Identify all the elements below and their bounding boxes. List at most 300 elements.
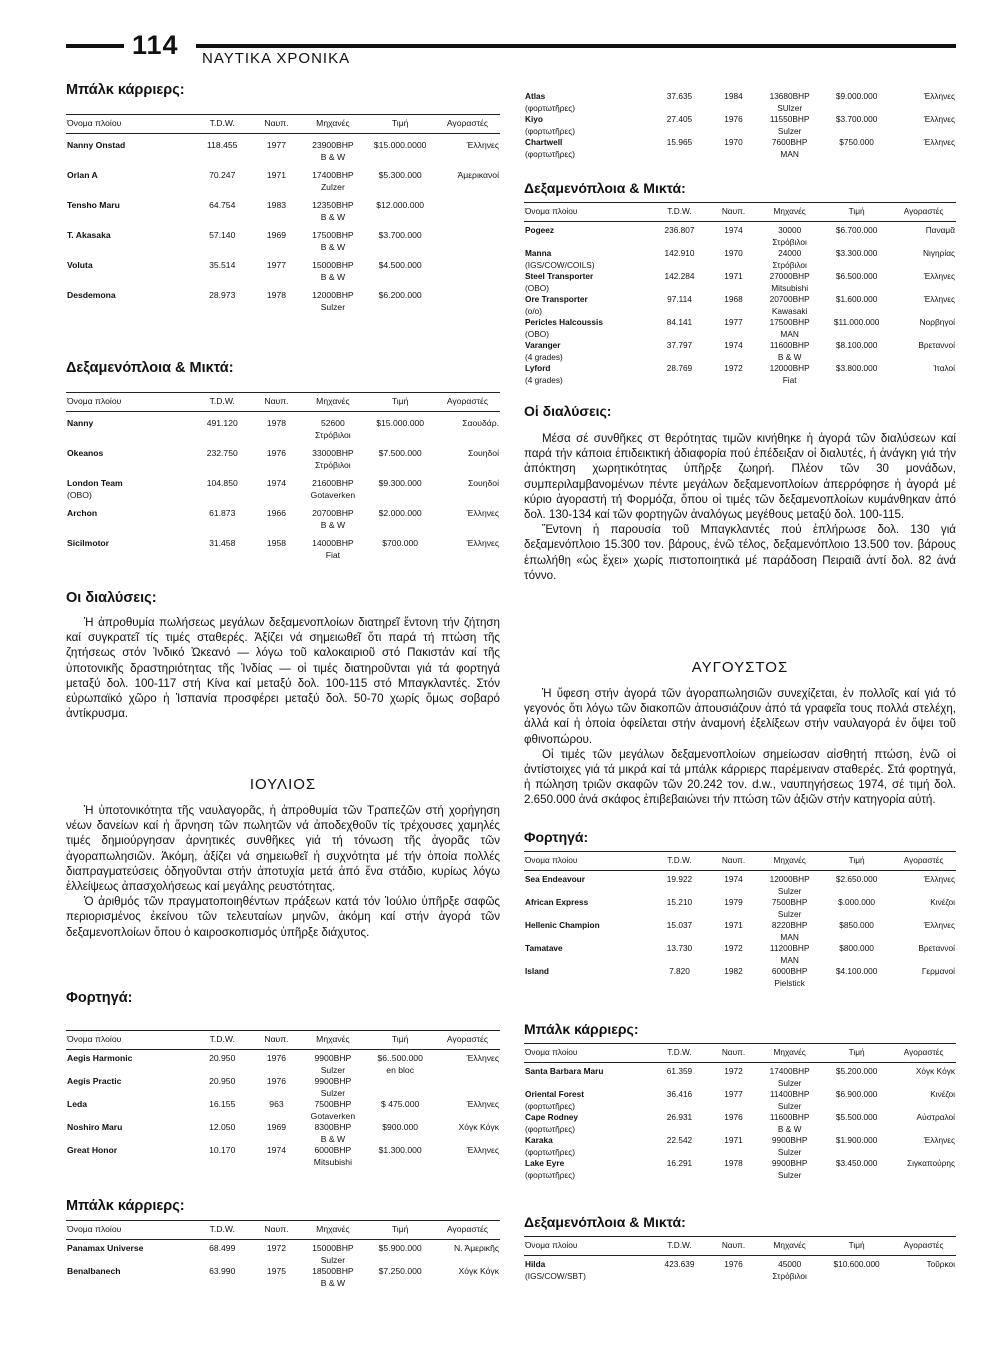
cell-price: $15.000.0000 bbox=[373, 140, 427, 150]
cell-engine: 20700BHP bbox=[769, 294, 810, 304]
sales-table bbox=[524, 1236, 956, 1282]
table-row bbox=[524, 317, 956, 340]
cell-price: $8.100.000 bbox=[835, 340, 878, 350]
cell-sub: (φορτωτῆρες) bbox=[525, 1123, 575, 1134]
column-header: Όνομα πλοίου bbox=[66, 1031, 192, 1050]
cell-engine2: Gotaverken bbox=[310, 1110, 356, 1121]
cell-tdw: 232.750 bbox=[206, 448, 238, 458]
cell-engine: 9900BHP bbox=[771, 1135, 808, 1145]
cell-buyer: Σαουδάρ. bbox=[462, 418, 499, 428]
cell-buyer: Έλληνες bbox=[466, 508, 499, 518]
cell-sub: (OBO) bbox=[67, 489, 92, 500]
cell-buyer: Νορβηγοί bbox=[919, 317, 955, 327]
column-header: Τιμή bbox=[365, 1221, 434, 1240]
cell-buyer: Γερμανοί bbox=[921, 966, 955, 976]
cell-tdw: 84.141 bbox=[666, 317, 693, 327]
cell-price2: en bloc bbox=[386, 1064, 415, 1075]
cell-sub: (OBO) bbox=[525, 282, 549, 293]
column-header: Μηχανές bbox=[757, 852, 822, 871]
cell-year: 1970 bbox=[724, 248, 743, 258]
cell-tdw: 31.458 bbox=[209, 538, 236, 548]
cell-price: $7.500.000 bbox=[378, 448, 422, 458]
cell-price: $6.500.000 bbox=[835, 271, 878, 281]
left-tanker-section bbox=[66, 360, 500, 568]
july-section bbox=[66, 776, 500, 940]
cell-name: Varanger bbox=[525, 340, 561, 350]
cell-year: 1978 bbox=[266, 418, 287, 428]
cell-engine: 9900BHP bbox=[314, 1053, 352, 1063]
table-header-row bbox=[524, 1044, 956, 1063]
cell-engine2: Στρόβιλοι bbox=[772, 1270, 807, 1281]
cell-year: 1975 bbox=[266, 1266, 287, 1276]
column-header: Μηχανές bbox=[757, 203, 822, 222]
section-title: Μπάλκ κάρριερς: bbox=[66, 1198, 185, 1214]
cell-year: 1976 bbox=[266, 1076, 287, 1086]
cell-price: $5.900.000 bbox=[378, 1243, 422, 1253]
cell-year: 1974 bbox=[724, 874, 743, 884]
cell-year: 1966 bbox=[266, 508, 287, 518]
cell-engine2: Sulzer bbox=[320, 1064, 346, 1075]
cell-price: $900.000 bbox=[382, 1122, 419, 1132]
cell-engine2: MAN bbox=[780, 148, 799, 159]
cell-engine: 17500BHP bbox=[312, 230, 354, 240]
column-header: Ναυπ. bbox=[253, 393, 301, 412]
cell-buyer: Έλληνες bbox=[466, 1099, 499, 1109]
table-row bbox=[66, 1122, 500, 1145]
table-header-row bbox=[524, 203, 956, 222]
cell-name: Leda bbox=[67, 1099, 88, 1109]
cell-engine2: B & W bbox=[320, 151, 346, 162]
cell-tdw: 20.950 bbox=[209, 1076, 236, 1086]
cell-buyer: Έλληνες bbox=[466, 1145, 499, 1155]
table-row bbox=[66, 200, 500, 230]
cell-tdw: 27.405 bbox=[666, 114, 693, 124]
cell-price: $750.000 bbox=[839, 137, 874, 147]
cell-engine2: Στρόβιλοι bbox=[315, 429, 351, 440]
cell-name: Sicilmotor bbox=[67, 538, 110, 548]
cell-buyer: Ἰταλοί bbox=[933, 363, 955, 373]
cell-year: 1971 bbox=[266, 170, 287, 180]
cell-engine: 6000BHP bbox=[771, 966, 808, 976]
sales-table-continued bbox=[524, 88, 956, 160]
cell-name: Sea Endeavour bbox=[525, 874, 585, 884]
cell-engine: 11600BHP bbox=[769, 1112, 810, 1122]
cell-name: Chartwell bbox=[525, 137, 563, 147]
table-row bbox=[524, 1135, 956, 1158]
cell-buyer: Έλληνες bbox=[923, 920, 955, 930]
paragraph: Ἡ ὕφεση στήν ἀγορά τῶν ἀγοραπωλησιῶν συνεχίζεται, ἐν πολλοῖς καί γιά τό γεγονός ὅτι λόγω τῶν διακοπῶν ἀπουσιάζουν ἀπό τά γραφεῖα τους πολλά στελέχη, ἀλλά καί ἡ ὁποία ὀφείλεται στήν ἀναμονή ἐξελίξεων στήν ναυλαγορά ἐν ὄψει τοῦ φθινοπώρου. bbox=[524, 687, 956, 746]
right-cargo-section bbox=[524, 829, 956, 989]
cell-sub: (o/o) bbox=[525, 305, 543, 316]
cell-engine: 17400BHP bbox=[312, 170, 354, 180]
cell-tdw: 15.965 bbox=[666, 137, 693, 147]
cell-engine: 11600BHP bbox=[769, 340, 810, 350]
cell-name: Okeanos bbox=[67, 448, 104, 458]
cell-price: $6.900.000 bbox=[835, 1089, 878, 1099]
table-row bbox=[66, 538, 500, 568]
cell-price: $4.100.000 bbox=[835, 966, 878, 976]
cell-engine: 7500BHP bbox=[771, 897, 808, 907]
cell-name: Nanny Onstad bbox=[67, 140, 126, 150]
cell-buyer: Έλληνες bbox=[923, 114, 955, 124]
cell-price: $12.000.000 bbox=[376, 200, 425, 210]
column-header: Αγοραστές bbox=[435, 1221, 500, 1240]
cell-price: $3.450.000 bbox=[835, 1158, 878, 1168]
cell-tdw: 15.210 bbox=[666, 897, 693, 907]
cell-price: $9.300.000 bbox=[378, 478, 422, 488]
magazine-title: ΝΑΥΤΙΚΑ ΧΡΟΝΙΚΑ bbox=[202, 50, 351, 67]
cell-year: 1971 bbox=[724, 271, 743, 281]
table-row bbox=[66, 260, 500, 290]
cell-engine: 7500BHP bbox=[314, 1099, 352, 1109]
column-header: Μηχανές bbox=[300, 1031, 365, 1050]
table-row bbox=[524, 943, 956, 966]
column-header: Αγοραστές bbox=[891, 852, 956, 871]
cell-engine2: Kawasaki bbox=[771, 305, 808, 316]
cell-buyer: Έλληνες bbox=[923, 271, 955, 281]
cell-engine: 12000BHP bbox=[769, 874, 810, 884]
cell-year: 1974 bbox=[266, 1145, 287, 1155]
cell-year: 1974 bbox=[724, 340, 743, 350]
month-heading: ΙΟΥΛΙΟΣ bbox=[249, 776, 317, 793]
cell-year: 1971 bbox=[724, 1135, 743, 1145]
cell-engine2: B & W bbox=[320, 211, 346, 222]
cell-price: $1.900.000 bbox=[835, 1135, 878, 1145]
cell-year: 1972 bbox=[266, 1243, 287, 1253]
column-header: Αγοραστές bbox=[891, 1237, 956, 1256]
cell-buyer: Έλληνες bbox=[466, 140, 499, 150]
table-row bbox=[66, 448, 500, 478]
cell-buyer: Έλληνες bbox=[923, 874, 955, 884]
page-number: 114 bbox=[132, 30, 179, 60]
cell-buyer: Σουηδοί bbox=[467, 478, 499, 488]
cell-price: $10.600.000 bbox=[833, 1259, 880, 1269]
table-row bbox=[66, 1240, 500, 1267]
section-title: Οἱ διαλύσεις: bbox=[524, 403, 612, 419]
table-row bbox=[66, 170, 500, 200]
cell-price: $1.300.000 bbox=[378, 1145, 422, 1155]
column-header: Μηχανές bbox=[300, 115, 365, 134]
cell-engine2: MAN bbox=[780, 328, 799, 339]
cell-tdw: 68.499 bbox=[209, 1243, 236, 1253]
column-header: Τιμή bbox=[365, 115, 434, 134]
cell-price: $ 475.000 bbox=[381, 1099, 420, 1109]
column-header: Τιμή bbox=[822, 852, 891, 871]
table-row bbox=[524, 363, 956, 386]
cell-name: Great Honor bbox=[67, 1145, 118, 1155]
sales-table bbox=[66, 1220, 500, 1289]
cell-price: $6.200.000 bbox=[378, 290, 422, 300]
cell-year: 1977 bbox=[724, 1089, 743, 1099]
table-row bbox=[524, 114, 956, 137]
cell-name: Manna bbox=[525, 248, 552, 258]
cell-engine2: Sulzer bbox=[777, 1146, 802, 1157]
cell-tdw: 35.514 bbox=[209, 260, 236, 270]
table-row bbox=[524, 271, 956, 294]
column-header: Τιμή bbox=[365, 1031, 434, 1050]
cell-engine: 12000BHP bbox=[769, 363, 810, 373]
cell-year: 1976 bbox=[724, 1259, 743, 1269]
left-cargo-section bbox=[66, 990, 500, 1168]
cell-engine: 9900BHP bbox=[314, 1076, 352, 1086]
column-header: Όνομα πλοίου bbox=[66, 1221, 192, 1240]
table-row bbox=[524, 294, 956, 317]
cell-tdw: 423.639 bbox=[664, 1259, 695, 1269]
cell-year: 1976 bbox=[266, 1053, 287, 1063]
cell-engine2: SUlzer bbox=[777, 102, 803, 113]
cell-name: Cape Rodney bbox=[525, 1112, 579, 1122]
column-header: Τιμή bbox=[822, 1044, 891, 1063]
column-header: T.D.W. bbox=[649, 1044, 709, 1063]
left-bulk-section bbox=[66, 82, 500, 320]
cell-year: 1976 bbox=[266, 448, 287, 458]
cell-tdw: 37.797 bbox=[666, 340, 693, 350]
paragraph: Ὁ ἀριθμός τῶν πραγματοποιηθέντων πράξεων κατά τόν Ἰούλιο ὑπῆρξε σαφῶς περιορισμένος ἐκείνου τῶν τελευταίων μηνῶν, ἀκόμη καί στήν ἀγορά τῶν δεξαμενοπλοίων ὅπου ὁ καιροσκοπισμός ὑπῆρξε διάχυτος. bbox=[66, 895, 500, 939]
scrap-text bbox=[524, 431, 956, 583]
table-header-row bbox=[66, 115, 500, 134]
cell-year: 1984 bbox=[724, 91, 743, 101]
section-title: Φορτηγά: bbox=[66, 990, 133, 1006]
cell-buyer: Έλληνες bbox=[923, 91, 955, 101]
cell-engine2: B & W bbox=[777, 351, 802, 362]
cell-year: 1970 bbox=[724, 137, 743, 147]
cell-tdw: 104.850 bbox=[206, 478, 238, 488]
cell-engine2: Mitsubishi bbox=[313, 1156, 352, 1167]
cell-year: 1976 bbox=[724, 1112, 743, 1122]
sales-table bbox=[524, 1043, 956, 1181]
table-row bbox=[66, 230, 500, 260]
cell-engine: 52600 bbox=[320, 418, 345, 428]
cell-engine2: Sulzer bbox=[320, 301, 346, 312]
cell-buyer: Αὐστραλοί bbox=[916, 1112, 955, 1122]
table-row bbox=[524, 340, 956, 363]
cell-year: 1974 bbox=[266, 478, 287, 488]
cell-price: $7.250.000 bbox=[378, 1266, 422, 1276]
cell-engine: 11200BHP bbox=[769, 943, 810, 953]
cell-engine: 12350BHP bbox=[312, 200, 354, 210]
cell-engine2: B & W bbox=[320, 271, 346, 282]
column-header: T.D.W. bbox=[649, 203, 709, 222]
right-tanker-section bbox=[524, 180, 956, 386]
sales-table bbox=[66, 114, 500, 320]
cell-engine2: Gotaverken bbox=[310, 489, 356, 500]
cell-buyer: Έλληνες bbox=[923, 294, 955, 304]
column-header: Αγοραστές bbox=[435, 1031, 500, 1050]
cell-year: 1978 bbox=[266, 290, 287, 300]
cell-engine2: MAN bbox=[780, 931, 799, 942]
cell-name: Pogeez bbox=[525, 225, 555, 235]
cell-tdw: 97.114 bbox=[667, 294, 692, 304]
cell-tdw: 20.950 bbox=[209, 1053, 236, 1063]
cell-tdw: 118.455 bbox=[207, 140, 238, 150]
cell-price: $6..500.000 bbox=[377, 1053, 423, 1063]
cell-name: Kiyo bbox=[525, 114, 543, 124]
table-header-row bbox=[66, 1031, 500, 1050]
cell-tdw: 16.291 bbox=[666, 1158, 693, 1168]
table-row bbox=[524, 871, 956, 898]
table-row bbox=[524, 1256, 956, 1283]
cell-year: 963 bbox=[269, 1099, 284, 1109]
cell-name: African Express bbox=[525, 897, 589, 907]
table-row bbox=[524, 920, 956, 943]
column-header: Τιμή bbox=[365, 393, 434, 412]
cell-name: Voluta bbox=[67, 260, 93, 270]
cell-year: 1958 bbox=[266, 538, 287, 548]
cell-engine2: Sulzer bbox=[777, 885, 802, 896]
table-row bbox=[66, 1076, 500, 1099]
cell-engine: 17400BHP bbox=[769, 1066, 810, 1076]
cell-engine: 14000BHP bbox=[312, 538, 354, 548]
column-header: Όνομα πλοίου bbox=[524, 203, 649, 222]
cell-engine2: Στρόβιλοι bbox=[772, 259, 807, 270]
cell-engine2: Sulzer bbox=[320, 1254, 346, 1265]
table-row bbox=[66, 1266, 500, 1289]
cell-buyer: Ν. Άμερικῆς bbox=[453, 1243, 499, 1253]
cell-name: Benalbanech bbox=[67, 1266, 121, 1276]
cell-tdw: 28.769 bbox=[666, 363, 693, 373]
column-header: Ναυπ. bbox=[253, 1221, 301, 1240]
cell-name: Lake Eyre bbox=[525, 1158, 565, 1168]
cell-engine2: Pielstick bbox=[774, 977, 805, 988]
cell-tdw: 13.730 bbox=[666, 943, 693, 953]
cell-engine: 45000 bbox=[778, 1259, 802, 1269]
cell-price: $5.500.000 bbox=[835, 1112, 878, 1122]
sales-table bbox=[66, 1030, 500, 1168]
column-header: Μηχανές bbox=[757, 1044, 822, 1063]
cell-year: 1979 bbox=[724, 897, 743, 907]
cell-engine: 18500BHP bbox=[312, 1266, 354, 1276]
column-header: Τιμή bbox=[822, 203, 891, 222]
cell-year: 1972 bbox=[724, 943, 743, 953]
right-tanker2-section bbox=[524, 1214, 956, 1282]
sales-table bbox=[524, 202, 956, 386]
cell-name: Santa Barbara Maru bbox=[525, 1066, 604, 1076]
cell-engine: 21600BHP bbox=[312, 478, 354, 488]
cell-engine2: Mitsubishi bbox=[771, 282, 809, 293]
cell-sub: (4 grades) bbox=[525, 374, 563, 385]
cell-year: 1972 bbox=[724, 1066, 743, 1076]
column-header: Μηχανές bbox=[300, 1221, 365, 1240]
section-title: Δεξαμενόπλοια & Μικτά: bbox=[524, 1214, 686, 1230]
august-text bbox=[524, 686, 956, 808]
cell-tdw: 236.807 bbox=[664, 225, 695, 235]
cell-name: Tamatave bbox=[525, 943, 563, 953]
column-header: Αγοραστές bbox=[891, 203, 956, 222]
column-header: Ναυπ. bbox=[710, 1044, 758, 1063]
cell-name: Panamax Universe bbox=[67, 1243, 144, 1253]
cell-engine: 15000BHP bbox=[312, 260, 354, 270]
cell-sub: (φορτωτῆρες) bbox=[525, 148, 575, 159]
cell-engine: 7600BHP bbox=[771, 137, 808, 147]
column-header: Ναυπ. bbox=[710, 203, 758, 222]
cell-tdw: 70.247 bbox=[209, 170, 236, 180]
table-header-row bbox=[524, 852, 956, 871]
cell-name: Aegis Harmonic bbox=[67, 1053, 133, 1063]
cell-buyer: Έλληνες bbox=[466, 538, 499, 548]
cell-buyer: Έλληνες bbox=[923, 137, 955, 147]
cell-engine2: B & W bbox=[320, 1133, 346, 1144]
cell-name: Tensho Maru bbox=[67, 200, 120, 210]
table-row bbox=[524, 897, 956, 920]
cell-name: Ore Transporter bbox=[525, 294, 588, 304]
column-header: Όνομα πλοίου bbox=[524, 1237, 649, 1256]
cell-tdw: 16.155 bbox=[209, 1099, 236, 1109]
cell-engine: 30000 bbox=[778, 225, 802, 235]
cell-engine2: Fiat bbox=[325, 549, 341, 560]
cell-price: $9.000.000 bbox=[835, 91, 878, 101]
column-header: Τιμή bbox=[822, 1237, 891, 1256]
paragraph: Ἡ ὑποτονικότητα τῆς ναυλαγορᾶς, ἡ ἀπροθυμία τῶν Τραπεζῶν στή χορήγηση νέων δανείων καί ἡ ἄρνηση τῶν πωλητῶν νά ἀποδεχθοῦν τίς τρέχουσες χαμηλές τιμές δημιούργησαν ἀρνητικές συνθῆκες γιά τή τόνωση τῆς ἀγορᾶς τῶν ἀγοραπωλησιῶν. Ἀκόμη, ἀξίζει νά σημειωθεῖ ἡ συχνότητα μέ τήν ὁποία πολλές διαπραγματεύσεις ὁδηγοῦνται στήν ἀποτυχία μετά ἀπό ἕνα στάδιο, κυρίως λόγω ἐλλείψεως ἀπασχολήσεως καί μεγάλης ρευστότητας. bbox=[66, 804, 500, 894]
cell-tdw: 22.542 bbox=[666, 1135, 693, 1145]
cell-tdw: 36.416 bbox=[666, 1089, 693, 1099]
cell-buyer: Παναμᾶ bbox=[925, 225, 955, 235]
cell-sub: (φορτωτῆρες) bbox=[525, 1146, 575, 1157]
table-row bbox=[524, 1063, 956, 1090]
august-section bbox=[524, 659, 956, 808]
cell-name: Island bbox=[525, 966, 549, 976]
column-header: Αγοραστές bbox=[435, 393, 500, 412]
cell-engine: 9900BHP bbox=[771, 1158, 808, 1168]
cell-name: Hellenic Champion bbox=[525, 920, 600, 930]
sales-table bbox=[66, 392, 500, 568]
cell-tdw: 142.284 bbox=[664, 271, 695, 281]
cell-sub: (IGS/COW/SBT) bbox=[525, 1270, 586, 1281]
table-row bbox=[66, 1099, 500, 1122]
table-row bbox=[66, 508, 500, 538]
cell-tdw: 28.973 bbox=[209, 290, 236, 300]
cell-engine: 11550BHP bbox=[769, 114, 810, 124]
cell-buyer: Σουηδοί bbox=[467, 448, 499, 458]
table-row bbox=[524, 222, 956, 249]
section-title: Δεξαμενόπλοια & Μικτά: bbox=[524, 180, 686, 196]
cell-price: $3.700.000 bbox=[378, 230, 422, 240]
cell-sub: (φορτωτῆρες) bbox=[525, 1100, 575, 1111]
cell-buyer: Βρεταννοί bbox=[918, 340, 955, 350]
cell-year: 1969 bbox=[266, 230, 287, 240]
cell-price: $4.500.000 bbox=[378, 260, 422, 270]
section-title: Μπάλκ κάρριερς: bbox=[66, 82, 185, 98]
cell-year: 1977 bbox=[266, 140, 287, 150]
cell-buyer: Έλληνες bbox=[923, 1135, 955, 1145]
cell-engine: 23900BHP bbox=[312, 140, 354, 150]
cell-name: Desdemona bbox=[67, 290, 116, 300]
cell-name: Karaka bbox=[525, 1135, 553, 1145]
cell-tdw: 64.754 bbox=[209, 200, 236, 210]
cell-year: 1974 bbox=[724, 225, 743, 235]
cell-engine2: B & W bbox=[320, 1277, 346, 1288]
sales-table bbox=[524, 851, 956, 989]
table-header-row bbox=[66, 393, 500, 412]
column-header: Αγοραστές bbox=[435, 115, 500, 134]
cell-engine: 6000BHP bbox=[314, 1145, 352, 1155]
cell-buyer: Κινέζοι bbox=[930, 897, 955, 907]
paragraph: Ἔντονη ἡ παρουσία τοῦ Μπαγκλαντές πού ἐπλήρωσε δολ. 130 γιά δεξαμενόπλοιο 15.300 τον. βάρους, ἐνῶ τέλος, δεξαμενόπλοιο 13.500 τον. βάρους ἐπωλήθη «ὡς ἔχει» χωρίς πιστοποιητικά μέ παράδοση Πειραιᾶ ἀντί δολ. 82 ἀνά τόννο. bbox=[524, 523, 956, 582]
cell-engine2: Στρόβιλοι bbox=[772, 236, 807, 247]
cell-price: $850.000 bbox=[839, 920, 874, 930]
cell-engine2: Sulzer bbox=[320, 1087, 346, 1098]
cell-price: $700.000 bbox=[382, 538, 419, 548]
left-scrap-section bbox=[66, 590, 500, 721]
cell-price: $3.800.000 bbox=[835, 363, 878, 373]
cell-name: Archon bbox=[67, 508, 98, 518]
cell-engine2: Sulzer bbox=[777, 1100, 802, 1111]
cell-engine: 33000BHP bbox=[312, 448, 354, 458]
cell-buyer: Νιγηρίας bbox=[923, 248, 955, 258]
cell-engine: 11400BHP bbox=[769, 1089, 810, 1099]
cell-year: 1977 bbox=[266, 260, 287, 270]
cell-name: Atlas bbox=[525, 91, 546, 101]
cell-buyer: Κινέζοι bbox=[930, 1089, 955, 1099]
